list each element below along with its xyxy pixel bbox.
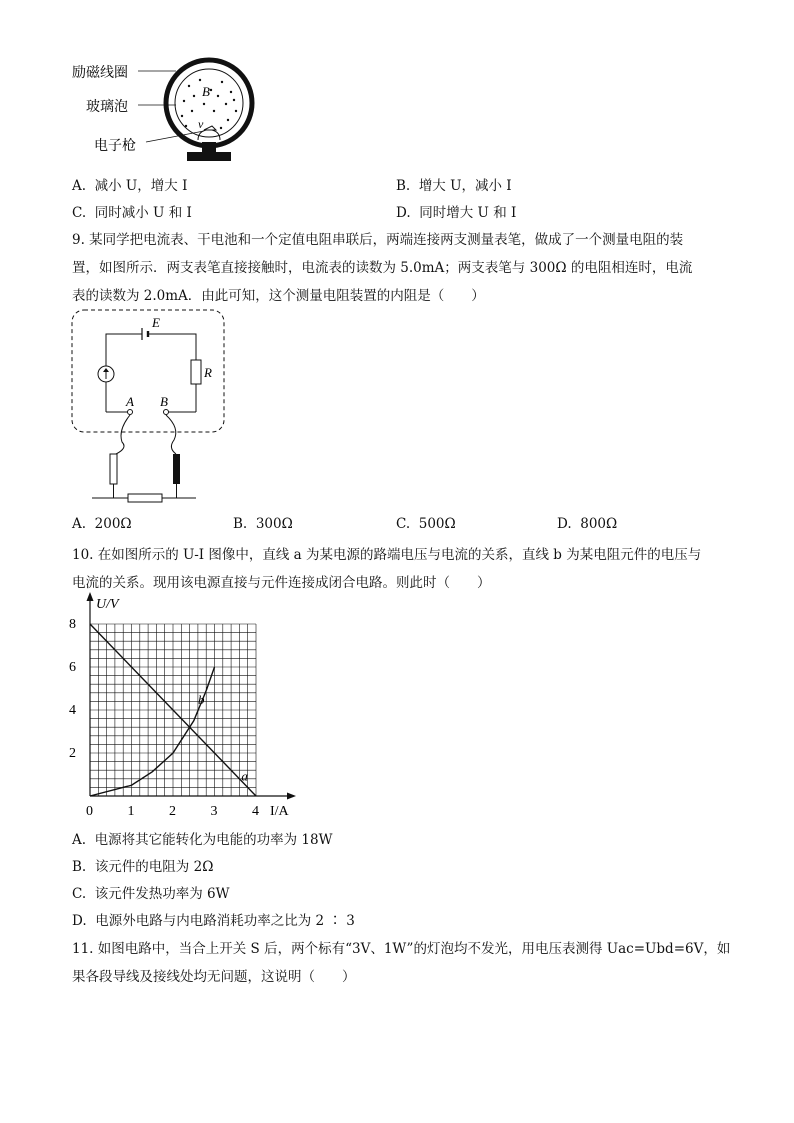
q9-option-a[interactable]: A. 200Ω: [72, 516, 132, 532]
terminal-b: [164, 410, 169, 415]
q9-stem-line2: 置，如图所示．两支表笔直接接触时，电流表的读数为 5.0mA；两支表笔与 300Ω 的电阻相连时，电流: [72, 260, 693, 276]
x-tick-label: 1: [127, 804, 135, 819]
q11-stem-line2: 果各段导线及接线处均无问题，这说明（ ）: [72, 969, 356, 985]
resistor-label: R: [204, 365, 212, 380]
y-tick-label: 4: [69, 703, 76, 718]
q10-option-c[interactable]: C. 该元件发热功率为 6W: [72, 886, 230, 902]
q10-option-a[interactable]: A. 电源将其它能转化为电能的功率为 18W: [72, 832, 333, 848]
resistor-r: [191, 360, 201, 384]
y-tick-label: 2: [69, 746, 76, 761]
emf-label: E: [152, 315, 160, 330]
q10-option-d[interactable]: D. 电源外电路与内电路消耗功率之比为 2 ∶ 3: [72, 913, 355, 929]
q11-stem-line1: 11. 如图电路中，当合上开关 S 后，两个标有“3V、1W”的灯泡均不发光，用电压表测得 Uac=Ubd=6V，如: [72, 941, 731, 957]
series-b: [90, 667, 215, 796]
series-label-b: b: [197, 691, 205, 707]
x-tick-label: 3: [210, 804, 218, 819]
x-axis-arrow: [287, 793, 296, 800]
y-tick-label: 8: [69, 617, 76, 632]
terminal-a: [128, 410, 133, 415]
series-label-a: a: [241, 768, 248, 784]
q8-option-b[interactable]: B. 增大 U，减小 I: [396, 178, 512, 194]
q10-option-b[interactable]: B. 该元件的电阻为 2Ω: [72, 859, 214, 875]
y-axis-label: U/V: [96, 597, 119, 612]
y-axis-arrow: [87, 592, 94, 601]
q9-stem-line3: 表的读数为 2.0mA．由此可知，这个测量电阻装置的内阻是（ ）: [72, 288, 485, 304]
ui-chart: [66, 590, 316, 820]
q10-stem-line1: 10. 在如图所示的 U-I 图像中，直线 a 为某电源的路端电压与电流的关系，直线 b 为某电阻元件的电压与: [72, 547, 702, 563]
field-label: B: [202, 84, 210, 99]
x-tick-label: 4: [252, 804, 259, 819]
coil-label: 励磁线圈: [72, 66, 128, 81]
y-tick-label: 6: [69, 660, 76, 675]
probe-right: [173, 454, 180, 484]
q10-stem-line2: 电流的关系。现用该电源直接与元件连接成闭合电路。则此时（ ）: [72, 575, 491, 591]
electron-tube-figure: [66, 56, 266, 166]
terminal-b-label: B: [160, 394, 168, 409]
probe-left: [110, 454, 117, 484]
velocity-label: v: [198, 117, 204, 131]
coil-ring: [166, 60, 252, 146]
ohmmeter-figure: [70, 308, 230, 508]
gun-label: 电子枪: [94, 139, 136, 154]
tube-base: [187, 152, 231, 161]
q9-stem-line1: 9. 某同学把电流表、干电池和一个定值电阻串联后，两端连接两支测量表笔，做成了一个测量电阻的装: [72, 232, 684, 248]
q9-option-b[interactable]: B. 300Ω: [233, 516, 293, 532]
q8-option-d[interactable]: D. 同时增大 U 和 I: [396, 205, 517, 221]
x-axis-label: I/A: [270, 804, 289, 819]
q9-option-c[interactable]: C. 500Ω: [396, 516, 456, 532]
q8-option-c[interactable]: C. 同时减小 U 和 I: [72, 205, 192, 221]
bulb-label: 玻璃泡: [86, 100, 128, 115]
x-tick-label: 0: [86, 804, 93, 819]
q8-option-a[interactable]: A. 减小 U，增大 I: [72, 178, 188, 194]
terminal-a-label: A: [126, 394, 134, 409]
x-tick-label: 2: [169, 804, 176, 819]
q9-option-d[interactable]: D. 800Ω: [557, 516, 618, 532]
external-resistor: [128, 494, 162, 502]
